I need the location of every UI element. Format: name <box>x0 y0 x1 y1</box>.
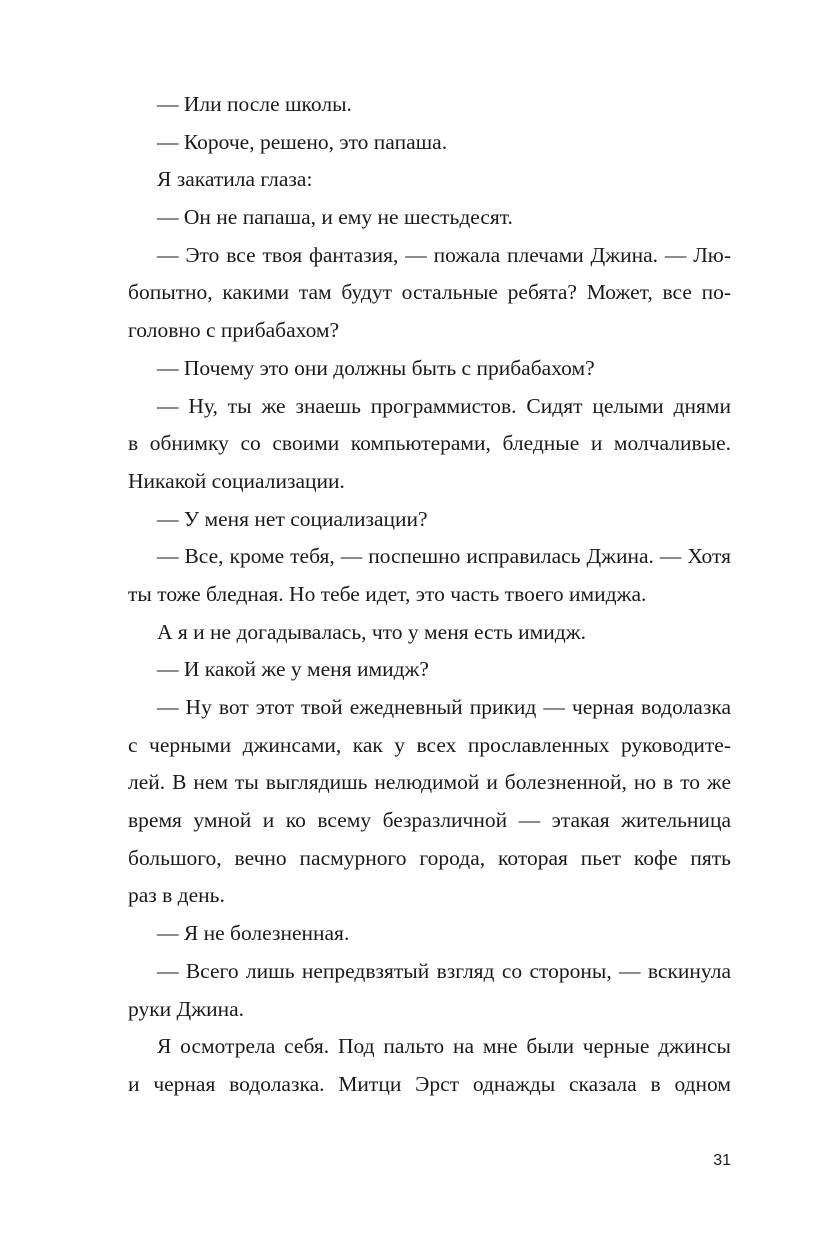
text-line: лей. В нем ты выглядишь нелюдимой и болезненной, но в то же <box>128 770 731 795</box>
text-line: А я и не догадывалась, что у меня есть имидж. <box>157 619 586 644</box>
text-line: — Я не болезненная. <box>157 921 350 946</box>
text-line: руки Джина. <box>128 996 244 1021</box>
text-line: время умной и ко всему безразличной — этакая жительница <box>128 808 731 833</box>
text-line: ты тоже бледная. Но тебе идет, это часть твоего имиджа. <box>128 581 647 606</box>
text-line: — Почему это они должны быть с прибабахом? <box>157 355 595 380</box>
text-line: — Или после школы. <box>157 92 352 116</box>
text-line: с черными джинсами, как у всех прославленных руководите- <box>128 732 731 757</box>
text-line: раз в день. <box>128 883 225 908</box>
text-line: — Ну вот этот твой ежедневный прикид — черная водолазка <box>157 695 731 719</box>
text-line: — Он не папаша, и ему не шестьдесят. <box>157 205 513 230</box>
text-line: бопытно, какими там будут остальные ребята? Может, все по- <box>128 280 731 305</box>
page-text <box>128 86 731 1104</box>
text-line: в обнимку со своими компьютерами, бледные и молчаливые. <box>128 431 731 456</box>
text-line: — И какой же у меня имидж? <box>157 657 429 682</box>
text-line: Я осмотрела себя. Под пальто на мне были черные джинсы <box>157 1034 731 1059</box>
text-line: — Все, кроме тебя, — поспешно исправилась Джина. — Хотя <box>157 544 731 569</box>
text-line: большого, вечно пасмурного города, которая пьет кофе пять <box>128 845 731 870</box>
text-line: — Это все твоя фантазия, — пожала плечами Джина. — Лю- <box>157 242 731 267</box>
text-line: — Ну, ты же знаешь программистов. Сидят целыми днями <box>157 393 731 418</box>
text-line: Никакой социализации. <box>128 468 345 493</box>
text-line: — Короче, решено, это папаша. <box>157 129 448 154</box>
text-line: головно с прибабахом? <box>128 318 340 343</box>
text-line: Я закатила глаза: <box>157 167 313 192</box>
text-line: — Всего лишь непредвзятый взгляд со стороны, — вскинула <box>157 958 731 983</box>
text-line: — У меня нет социализации? <box>157 506 428 531</box>
page-number: 31 <box>713 1152 731 1169</box>
text-line: и черная водолазка. Митци Эрст однажды сказала в одном <box>128 1071 731 1096</box>
